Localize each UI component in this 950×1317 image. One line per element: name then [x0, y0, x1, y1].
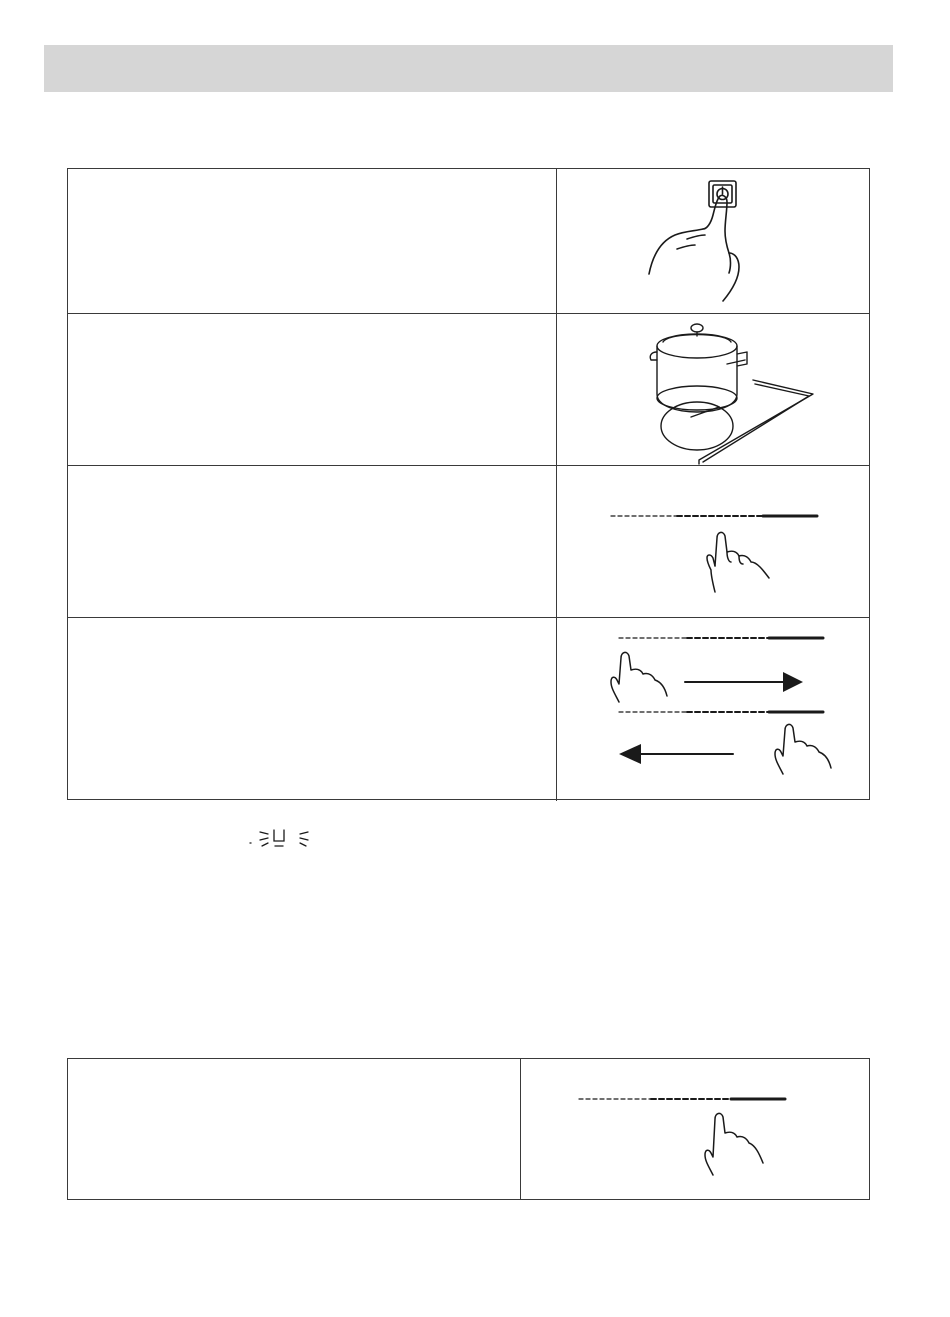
pot-on-cooking-zone-icon [557, 314, 869, 466]
step-text-cell [68, 618, 558, 801]
second-operation-table [67, 1058, 870, 1200]
table-row [68, 1059, 869, 1199]
step-text-cell [68, 314, 558, 465]
step-text-cell [68, 169, 558, 313]
table-row [68, 617, 869, 801]
operation-table [67, 168, 870, 800]
table-row [68, 313, 869, 465]
hand-pressing-power-button-icon [557, 169, 869, 313]
step-text-cell [68, 466, 558, 617]
finger-touching-slider-icon [521, 1059, 869, 1199]
finger-swiping-slider-icon [557, 618, 869, 802]
pan-indicator [248, 826, 312, 852]
table-row [68, 169, 869, 313]
finger-touching-slider-icon [557, 466, 869, 618]
step-illustration-cell [520, 1059, 869, 1199]
flashing-u-pan-indicator-icon [248, 826, 312, 852]
section-header-bar [44, 45, 893, 92]
step-illustration-cell [556, 618, 869, 801]
step-illustration-cell [556, 466, 869, 617]
step-illustration-cell [556, 314, 869, 465]
step-text-cell [68, 1059, 522, 1199]
table-row [68, 465, 869, 617]
step-illustration-cell [556, 169, 869, 313]
